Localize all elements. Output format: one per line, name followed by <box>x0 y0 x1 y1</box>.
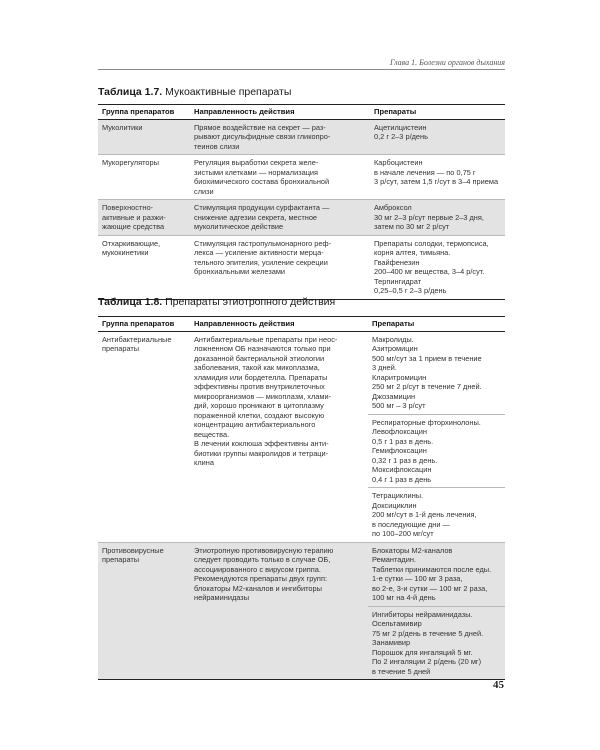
drug-group-cell <box>98 119 190 155</box>
drug-subgroup-line: 1-е сутки — 100 мг 3 раза, <box>372 574 463 583</box>
drug-subgroup-line: 250 мг 2 р/сут в течение 7 дней. <box>372 382 482 391</box>
drug-group-cell-line: Противовирусные <box>102 545 164 555</box>
drug-subgroup-line: Ремантадин. <box>372 555 416 564</box>
drugs-cell-line: 200–400 мг вещества, 3–4 р/сут. <box>374 267 485 276</box>
action-cell-line: теинов слизи <box>194 141 240 151</box>
drug-subgroup-line: Кларитромицин <box>372 372 427 382</box>
action-cell-line: следует проводить только в случае ОБ, <box>194 555 331 564</box>
action-cell-line: лекса — усиление активности мерца- <box>194 248 324 257</box>
drug-subgroup-line: во 2-е, 3-и сутки — 100 мг 2 раза, <box>372 583 488 593</box>
action-cell-line: Регуляция выработки секрета желе- <box>194 158 319 167</box>
drug-subgroup-line: Занамивир <box>372 638 411 647</box>
table-etiotropic <box>98 316 505 680</box>
action-cell <box>190 155 370 200</box>
col-header-group: Группа препаратов <box>98 105 190 120</box>
drugs-cell-line: Гвайфенезин <box>374 257 420 267</box>
action-cell-line: Антибактериальные препараты при неос- <box>194 334 338 344</box>
action-cell-line: Стимуляция продукции сурфактанта — <box>194 203 330 212</box>
drug-subgroup <box>368 332 505 415</box>
table-row <box>98 200 505 236</box>
table-1-number: Таблица 1.7. <box>98 86 163 98</box>
action-cell <box>190 542 368 680</box>
drug-subgroup-line: 0,5 г 1 раз в день. <box>372 436 434 446</box>
action-cell-line: пораженной клетки, создают высокую <box>194 410 325 420</box>
drugs-cell <box>370 119 505 155</box>
col-header-drugs: Препараты <box>368 317 505 332</box>
action-cell-line: доказанной бактериальной этиологии <box>194 353 325 363</box>
drug-subgroup <box>368 415 505 489</box>
action-cell-line: ассоциированного с вирусом гриппа. <box>194 564 321 574</box>
action-cell-line: биохимического состава бронхиальной <box>194 177 330 186</box>
drugs-cell-line: Ацетилцистеин <box>374 122 427 132</box>
table-header-row <box>98 317 505 332</box>
drugs-cell-line: 30 мг 2–3 р/сут первые 2–3 дня, <box>374 212 484 222</box>
drug-group-cell-line: жающие средства <box>102 222 165 231</box>
action-cell-line: Стимуляция гастропульмонарного реф- <box>194 238 332 248</box>
drug-subgroup-line: Тетрациклины. <box>372 491 424 500</box>
action-cell-line: Рекомендуются препараты двух групп: <box>194 574 327 583</box>
drug-subgroup-line: 3 дней. <box>372 363 397 372</box>
action-cell-line: снижение адгезии секрета, местное <box>194 212 318 222</box>
drug-subgroup-line: в течение 5 дней <box>372 666 431 676</box>
action-cell-line: эффективны против внутриклеточных <box>194 382 325 391</box>
action-cell-line: зистыми клетками — нормализация <box>194 167 319 177</box>
action-cell-line: слизи <box>194 186 214 196</box>
drug-subgroup <box>368 543 505 607</box>
running-header: Глава 1. Болезни органов дыхания <box>98 58 505 70</box>
drugs-cell <box>370 200 505 236</box>
drug-subgroup-line: 100 мг на 4-й день <box>372 593 436 602</box>
action-cell-line: хламидия или бордетелла. Препараты <box>194 372 328 382</box>
drugs-cell-line: 3 р/сут, затем 1,5 г/сут в 3–4 приема <box>374 177 499 186</box>
drug-subgroup-line: Азитромицин <box>372 344 418 353</box>
action-cell-line: вещества. <box>194 429 230 439</box>
drug-subgroup-line: 0,4 г 1 раз в день <box>372 474 432 484</box>
table-2-caption <box>98 296 335 308</box>
col-header-action: Направленность действия <box>190 317 368 332</box>
drugs-cell-line: 0,25–0,5 г 2–3 р/день <box>374 286 447 295</box>
drug-group-cell-line: активные и разжи- <box>102 212 166 222</box>
drugs-cell <box>370 155 505 200</box>
table-2-title: Препараты этиотропного действия <box>165 296 336 308</box>
table-mucoactive <box>98 104 505 300</box>
table-row <box>98 542 505 680</box>
action-cell-line: дий, хорошо проникают в цитоплазму <box>194 401 324 410</box>
action-cell <box>190 331 368 542</box>
action-cell-line: муколитическое действие <box>194 222 284 231</box>
action-cell-line: рывают дисульфидные связи гликопро- <box>194 132 331 141</box>
drug-subgroup-line: Ингибиторы нейраминидазы. <box>372 609 473 619</box>
drugs-cell <box>368 542 505 680</box>
drugs-cell-line: в начале лечения — по 0,75 г <box>374 167 476 177</box>
drug-subgroup-line: Макролиды. <box>372 334 414 344</box>
drug-group-cell <box>98 542 190 680</box>
drugs-cell-line: Препараты солодки, термопсиса, <box>374 238 489 248</box>
col-header-drugs: Препараты <box>370 105 505 120</box>
action-cell-line: блокаторы М2-каналов и ингибиторы <box>194 583 322 593</box>
drug-group-cell <box>98 155 190 200</box>
drug-group-cell-line: Мукорегуляторы <box>102 158 159 167</box>
action-cell-line: клина <box>194 458 214 467</box>
drugs-cell-line: 0,2 г 2–3 р/день <box>374 132 428 141</box>
table-1-title: Мукоактивные препараты <box>165 86 292 98</box>
drug-subgroup-line: Таблетки принимаются после еды. <box>372 564 492 574</box>
drug-group-cell-line: Отхаркивающие, <box>102 238 161 248</box>
drug-subgroup <box>368 607 505 680</box>
drug-subgroup-line: в последующие дни — <box>372 519 450 529</box>
action-cell-line: биотики группы макролидов и тетраци- <box>194 448 329 458</box>
action-cell <box>190 235 370 299</box>
action-cell-line: бронхиальными железами <box>194 267 286 276</box>
action-cell-line: Прямое воздействие на секрет — раз- <box>194 122 326 132</box>
drug-subgroup <box>368 488 505 542</box>
drug-group-cell <box>98 200 190 236</box>
drug-group-cell-line: Поверхностно- <box>102 203 154 212</box>
drugs-cell <box>370 235 505 299</box>
table-row <box>98 155 505 200</box>
drug-group-cell-line: препараты <box>102 344 140 353</box>
drugs-cell-line: затем по 30 мг 2 р/сут <box>374 222 450 231</box>
drug-group-cell-line: препараты <box>102 555 140 564</box>
drugs-cell-line: корня алтея, тимьяна. <box>374 248 451 257</box>
drug-group-cell-line: Муколитики <box>102 122 143 132</box>
table-1-caption <box>98 86 291 98</box>
drug-subgroup-line: Порошок для ингаляций 5 мг. <box>372 647 473 657</box>
drug-subgroup-line: По 2 ингаляции 2 р/день (20 мг) <box>372 657 482 666</box>
drugs-cell-line: Терпингидрат <box>374 276 422 286</box>
drug-subgroup-line: Моксифлоксацин <box>372 465 432 474</box>
drugs-cell <box>368 331 505 542</box>
drug-subgroup-line: Блокаторы М2-каналов <box>372 545 453 555</box>
drug-group-cell-line: мукокинетики <box>102 248 149 257</box>
col-header-action: Направленность действия <box>190 105 370 120</box>
table-row <box>98 331 505 542</box>
table-row <box>98 235 505 299</box>
drug-subgroup-line: Респираторные фторхинолоны. <box>372 417 481 427</box>
drug-subgroup-line: 200 мг/сут в 1-й день лечения, <box>372 510 477 519</box>
action-cell-line: концентрацию антибактериального <box>194 420 316 429</box>
table-2-number: Таблица 1.8. <box>98 296 163 308</box>
drugs-cell-line: Амброксол <box>374 203 412 212</box>
drug-group-cell-line: Антибактериальные <box>102 334 172 344</box>
drug-subgroup-line: Левофлоксацин <box>372 427 427 436</box>
action-cell-line: тельного эпителия, усиление секреции <box>194 257 328 267</box>
page-number: 45 <box>493 679 504 691</box>
drug-subgroup-line: Джозамицин <box>372 391 416 401</box>
drugs-cell-line: Карбоцистеин <box>374 158 423 167</box>
drug-subgroup-line: Гемифлоксацин <box>372 446 427 455</box>
table-row <box>98 119 505 155</box>
drug-subgroup-line: Доксициклин <box>372 500 417 510</box>
action-cell-line: микроорганизмов — микоплазм, хлами- <box>194 391 332 401</box>
drug-subgroup-line: 500 мг/сут за 1 прием в течение <box>372 353 482 363</box>
action-cell-line: ложненном ОБ назначаются только при <box>194 344 331 353</box>
action-cell <box>190 200 370 236</box>
drug-group-cell <box>98 331 190 542</box>
col-header-group: Группа препаратов <box>98 317 190 332</box>
drug-subgroup-line: Осельтамивир <box>372 619 422 628</box>
drug-subgroup-line: 75 мг 2 р/день в течение 5 дней. <box>372 628 484 638</box>
action-cell-line: В лечении коклюша эффективны анти- <box>194 439 329 448</box>
action-cell-line: Этиотропную противовирусную терапию <box>194 545 334 555</box>
drug-group-cell <box>98 235 190 299</box>
table-header-row <box>98 105 505 120</box>
action-cell-line: нейраминидазы <box>194 593 250 602</box>
drug-subgroup-line: по 100–200 мг/сут <box>372 529 434 538</box>
drug-subgroup-line: 0,32 г 1 раз в день. <box>372 455 438 465</box>
drug-subgroup-line: 500 мг – 3 р/сут <box>372 401 426 410</box>
action-cell <box>190 119 370 155</box>
action-cell-line: заболевания, такой как микоплазма, <box>194 363 320 372</box>
